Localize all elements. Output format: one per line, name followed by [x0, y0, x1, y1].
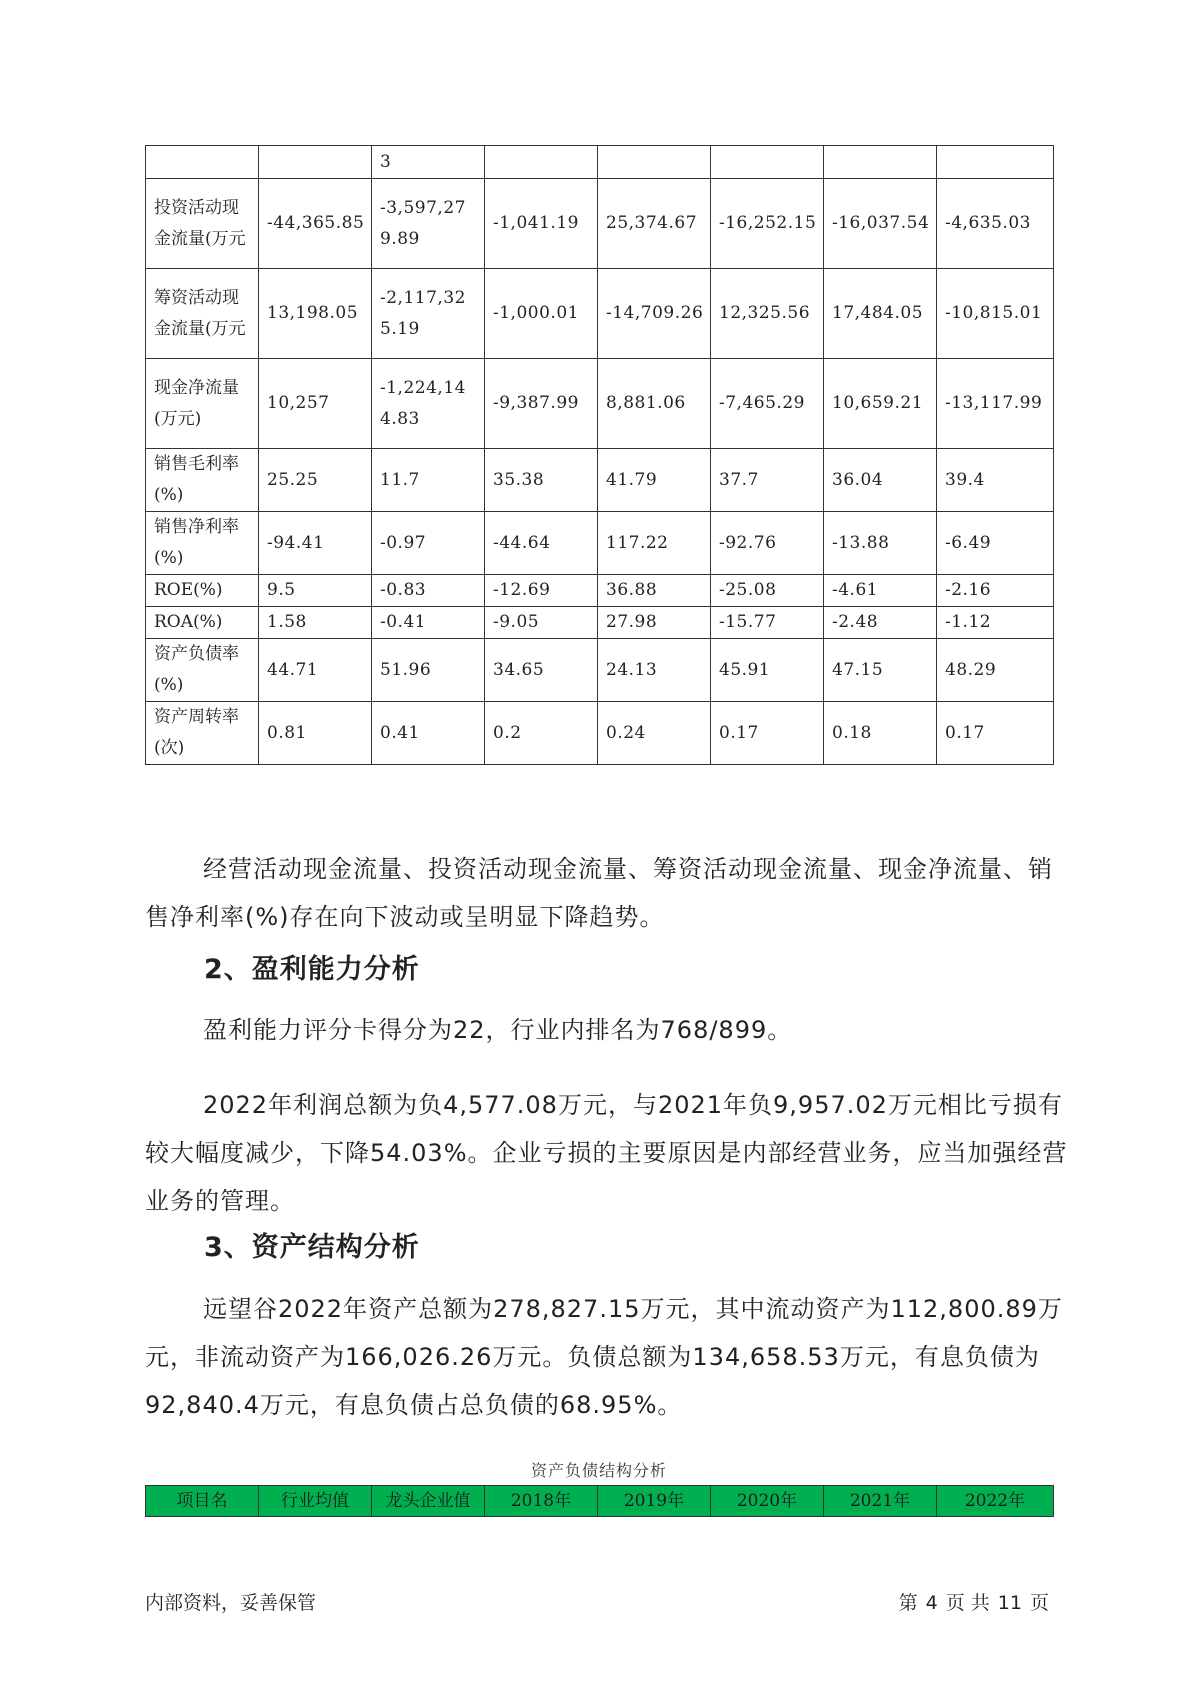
table-row [146, 702, 1054, 765]
table-cell: 45.91 [711, 639, 824, 702]
table-cell: 44.71 [259, 639, 372, 702]
column-header: 2021年 [824, 1486, 937, 1517]
table-cell: 1.58 [259, 607, 372, 639]
table-cell: 41.79 [598, 449, 711, 512]
table-cell: 37.7 [711, 449, 824, 512]
table-cell: 51.96 [372, 639, 485, 702]
table-caption: 资产负债结构分析 [530, 1461, 667, 1480]
column-header: 2022年 [937, 1486, 1054, 1517]
table-cell [824, 146, 937, 179]
table-cell: 0.2 [485, 702, 598, 765]
table-cell: 12,325.56 [711, 269, 824, 359]
table-cell: 0.17 [711, 702, 824, 765]
table-row [146, 639, 1054, 702]
table-row [146, 575, 1054, 607]
table-cell: 0.18 [824, 702, 937, 765]
table-cell: -0.97 [372, 512, 485, 575]
page-number [880, 1588, 1053, 1615]
asset-liability-structure-table [145, 1485, 1054, 1517]
table-cell: 0.41 [372, 702, 485, 765]
table-row [146, 269, 1054, 359]
asset-section-heading: 3、资产结构分析 [204, 1232, 420, 1263]
table-cell: 10,257 [259, 359, 372, 449]
financial-metrics-table [145, 145, 1054, 765]
row-label: ROA(%) [146, 607, 259, 639]
table-cell: 34.65 [485, 639, 598, 702]
table-cell: 11.7 [372, 449, 485, 512]
table-cell [937, 146, 1054, 179]
table-cell: 10,659.21 [824, 359, 937, 449]
row-label [146, 146, 259, 179]
current-page: 4 [925, 1592, 938, 1614]
table-cell: 9.5 [259, 575, 372, 607]
table-cell: -44.64 [485, 512, 598, 575]
table-cell: 36.04 [824, 449, 937, 512]
table-cell: -16,252.15 [711, 179, 824, 269]
table-cell: -4,635.03 [937, 179, 1054, 269]
row-label: 筹资活动现金流量(万元 [146, 269, 259, 359]
table-cell [598, 146, 711, 179]
row-label: 现金净流量(万元) [146, 359, 259, 449]
row-label: 资产周转率(次) [146, 702, 259, 765]
table-cell: -1,000.01 [485, 269, 598, 359]
profit-detail-paragraph: 2022年利润总额为负4,577.08万元，与2021年负9,957.02万元相比亏损有较大幅度减少，下降54.03%。企业亏损的主要原因是内部经营业务，应当加强经营业务的管理。 [145, 1091, 1068, 1215]
table-cell: 25,374.67 [598, 179, 711, 269]
cashflow-trend-paragraph: 经营活动现金流量、投资活动现金流量、筹资活动现金流量、现金净流量、销售净利率(%)存在向下波动或呈明显下降趋势。 [145, 855, 1053, 931]
table-cell: -12.69 [485, 575, 598, 607]
row-label: 投资活动现金流量(万元 [146, 179, 259, 269]
table-cell: 25.25 [259, 449, 372, 512]
table-cell [259, 146, 372, 179]
table-cell: -0.41 [372, 607, 485, 639]
page-separator: 页 共 [945, 1592, 990, 1614]
table-cell: -7,465.29 [711, 359, 824, 449]
table-cell: 47.15 [824, 639, 937, 702]
table-cell: -2.48 [824, 607, 937, 639]
table-cell: -92.76 [711, 512, 824, 575]
table-cell: -1,041.19 [485, 179, 598, 269]
table-cell: -25.08 [711, 575, 824, 607]
page-prefix: 第 [898, 1592, 918, 1614]
table-cell: 17,484.05 [824, 269, 937, 359]
table-cell: -6.49 [937, 512, 1054, 575]
table-cell: -13.88 [824, 512, 937, 575]
table-cell: -10,815.01 [937, 269, 1054, 359]
table-cell: 8,881.06 [598, 359, 711, 449]
table-cell: -44,365.85 [259, 179, 372, 269]
row-label: ROE(%) [146, 575, 259, 607]
column-header: 2020年 [711, 1486, 824, 1517]
confidential-notice: 内部资料，妥善保管 [145, 1592, 317, 1614]
table-cell: -16,037.54 [824, 179, 937, 269]
table-cell: -0.83 [372, 575, 485, 607]
table-cell: -9,387.99 [485, 359, 598, 449]
table-row [146, 607, 1054, 639]
table-cell: -4.61 [824, 575, 937, 607]
column-header: 2019年 [598, 1486, 711, 1517]
total-pages: 11 [997, 1592, 1022, 1614]
table-cell: 3 [372, 146, 485, 179]
table-row [146, 359, 1054, 449]
table-cell: 24.13 [598, 639, 711, 702]
table-row [146, 512, 1054, 575]
table-row [146, 179, 1054, 269]
table-cell: -3,597,279.89 [372, 179, 485, 269]
table-cell [711, 146, 824, 179]
table-row [146, 449, 1054, 512]
table-cell: -2.16 [937, 575, 1054, 607]
table-cell: 0.17 [937, 702, 1054, 765]
table-cell: -13,117.99 [937, 359, 1054, 449]
table-cell: -2,117,325.19 [372, 269, 485, 359]
table-row [146, 146, 1054, 179]
asset-structure-paragraph: 远望谷2022年资产总额为278,827.15万元，其中流动资产为112,800.89万元，非流动资产为166,026.26万元。负债总额为134,658.53万元，有息负债为92,840.4万元，有息负债占总负债的68.95%。 [145, 1295, 1063, 1419]
table-cell: -1.12 [937, 607, 1054, 639]
column-header: 2018年 [485, 1486, 598, 1517]
table-cell: 35.38 [485, 449, 598, 512]
table-cell: 36.88 [598, 575, 711, 607]
column-header: 龙头企业值 [372, 1486, 485, 1517]
table-cell [485, 146, 598, 179]
table-cell: 0.24 [598, 702, 711, 765]
table-cell: 0.81 [259, 702, 372, 765]
table-header-row [146, 1486, 1054, 1517]
table-cell: 39.4 [937, 449, 1054, 512]
page-suffix: 页 [1029, 1592, 1049, 1614]
table-cell: -1,224,144.83 [372, 359, 485, 449]
table-cell: -9.05 [485, 607, 598, 639]
column-header: 项目名 [146, 1486, 259, 1517]
row-label: 销售毛利率(%) [146, 449, 259, 512]
row-label: 资产负债率(%) [146, 639, 259, 702]
row-label: 销售净利率(%) [146, 512, 259, 575]
table-cell: 48.29 [937, 639, 1054, 702]
table-cell: -15.77 [711, 607, 824, 639]
table-cell: -14,709.26 [598, 269, 711, 359]
table-cell: 27.98 [598, 607, 711, 639]
profit-section-heading: 2、盈利能力分析 [204, 954, 420, 985]
table-cell: 117.22 [598, 512, 711, 575]
table-cell: 13,198.05 [259, 269, 372, 359]
profit-score-paragraph: 盈利能力评分卡得分为22，行业内排名为768/899。 [203, 1016, 793, 1044]
table-cell: -94.41 [259, 512, 372, 575]
column-header: 行业均值 [259, 1486, 372, 1517]
